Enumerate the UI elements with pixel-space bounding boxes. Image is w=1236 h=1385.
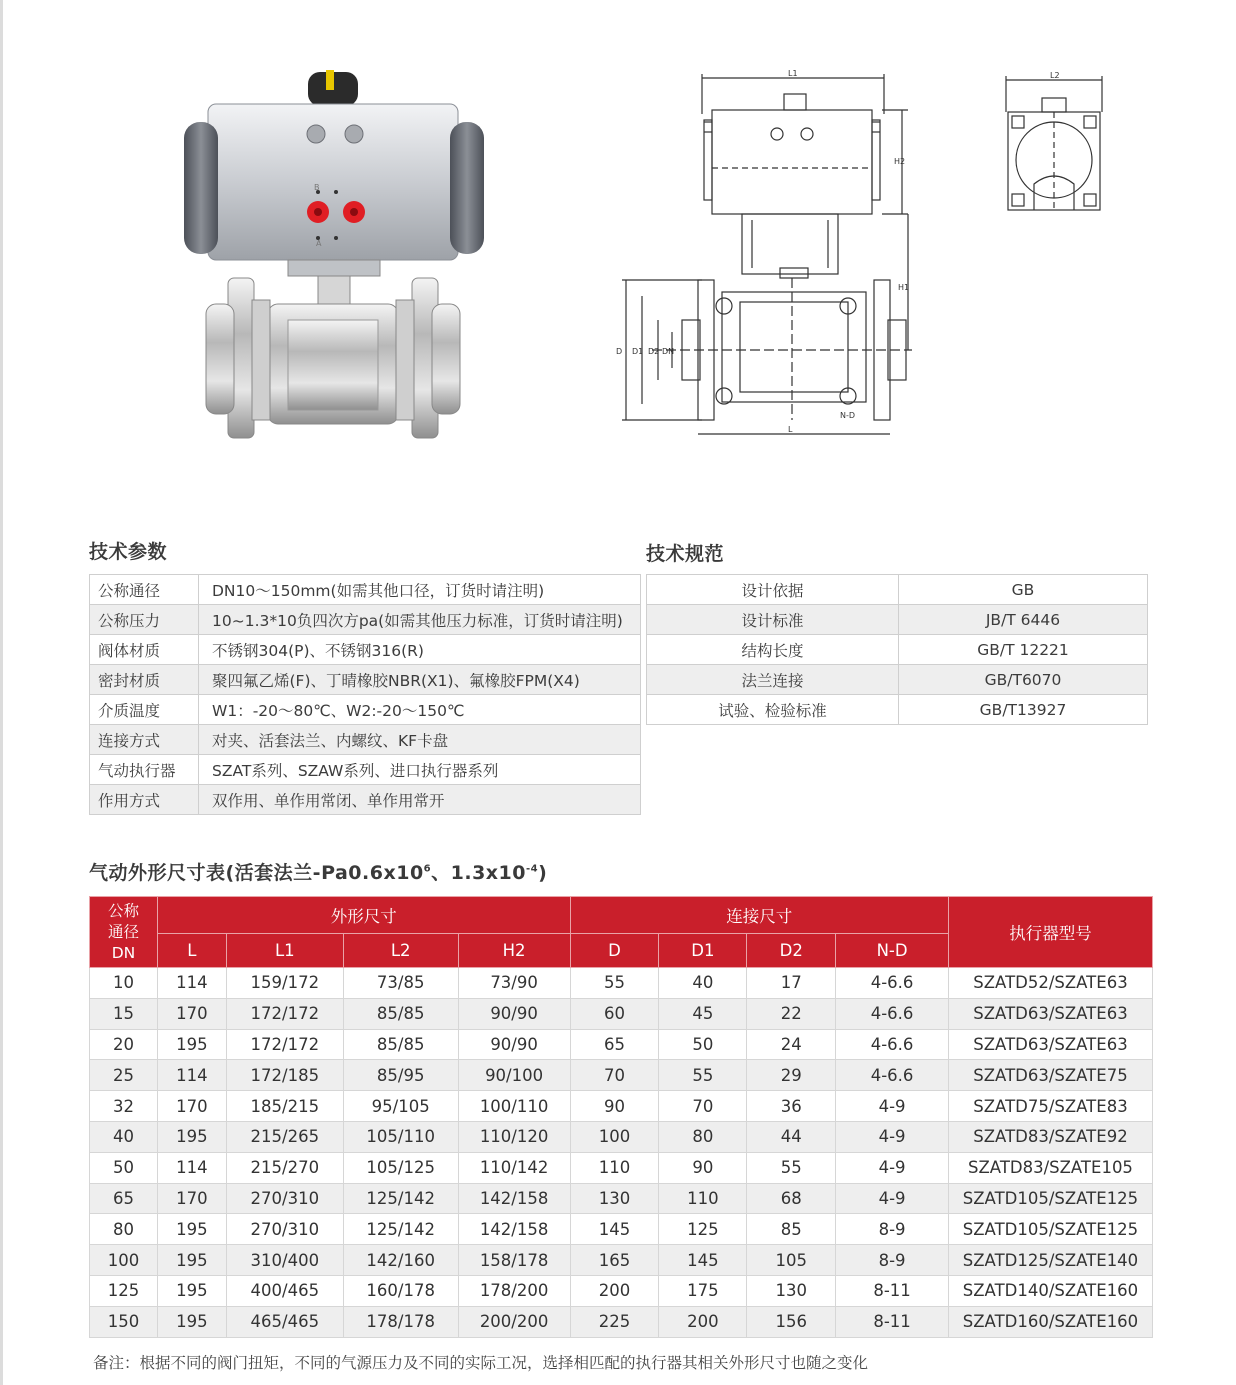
norms-title: 技术规范 bbox=[646, 543, 725, 565]
dims-title-sup2: -4 bbox=[526, 863, 539, 875]
table-row bbox=[90, 755, 641, 785]
row-label: 法兰连接 bbox=[647, 665, 899, 695]
params-body bbox=[90, 575, 641, 815]
row-label: 气动执行器 bbox=[90, 755, 199, 785]
cell-l1: 270/310 bbox=[226, 1214, 343, 1245]
cell-nd: 8-11 bbox=[836, 1275, 949, 1306]
params-title: 技术参数 bbox=[89, 541, 168, 563]
cell-actuator: SZATD63/SZATE75 bbox=[948, 1060, 1152, 1091]
table-row bbox=[90, 785, 641, 815]
cell-l: 170 bbox=[157, 1183, 226, 1214]
cell-l2: 142/160 bbox=[343, 1245, 458, 1276]
cell-l2: 85/95 bbox=[343, 1060, 458, 1091]
cell-dn: 40 bbox=[90, 1121, 158, 1152]
cell-h2: 73/90 bbox=[458, 968, 570, 999]
cell-d1: 45 bbox=[659, 998, 747, 1029]
cell-d: 130 bbox=[570, 1183, 659, 1214]
cell-h2: 142/158 bbox=[458, 1214, 570, 1245]
cell-actuator: SZATD160/SZATE160 bbox=[948, 1306, 1152, 1337]
cell-l: 195 bbox=[157, 1245, 226, 1276]
cell-l2: 160/178 bbox=[343, 1275, 458, 1306]
header-col-d: D bbox=[570, 934, 659, 968]
row-value: GB bbox=[899, 575, 1148, 605]
table-row bbox=[90, 1152, 1153, 1183]
cell-dn: 25 bbox=[90, 1060, 158, 1091]
cell-l2: 178/178 bbox=[343, 1306, 458, 1337]
header-connect-group: 连接尺寸 bbox=[570, 897, 948, 934]
cell-d: 100 bbox=[570, 1121, 659, 1152]
cell-actuator: SZATD63/SZATE63 bbox=[948, 998, 1152, 1029]
cell-l2: 85/85 bbox=[343, 998, 458, 1029]
norms-table bbox=[646, 574, 1148, 725]
cell-actuator: SZATD105/SZATE125 bbox=[948, 1214, 1152, 1245]
table-row bbox=[90, 725, 641, 755]
table-row bbox=[90, 1183, 1153, 1214]
row-label: 密封材质 bbox=[90, 665, 199, 695]
table-row bbox=[647, 665, 1148, 695]
norms-body bbox=[647, 575, 1148, 725]
row-value: DN10～150mm(如需其他口径，订货时请注明) bbox=[199, 575, 641, 605]
cell-l1: 215/265 bbox=[226, 1121, 343, 1152]
cell-d2: 24 bbox=[747, 1029, 836, 1060]
label-l2: L2 bbox=[1050, 72, 1060, 80]
cell-d: 165 bbox=[570, 1245, 659, 1276]
cell-actuator: SZATD52/SZATE63 bbox=[948, 968, 1152, 999]
dimension-table-body bbox=[90, 968, 1153, 1338]
label-nd: N-D bbox=[840, 411, 856, 420]
table-row bbox=[90, 665, 641, 695]
cell-dn: 150 bbox=[90, 1306, 158, 1337]
row-label: 设计标准 bbox=[647, 605, 899, 635]
cell-d: 200 bbox=[570, 1275, 659, 1306]
row-value: W1：-20～80℃、W2:-20～150℃ bbox=[199, 695, 641, 725]
header-col-d1: D1 bbox=[659, 934, 747, 968]
cell-l: 114 bbox=[157, 1060, 226, 1091]
table-row bbox=[90, 1091, 1153, 1122]
side-dimension-drawing bbox=[998, 72, 1110, 218]
row-label: 介质温度 bbox=[90, 695, 199, 725]
cell-l1: 310/400 bbox=[226, 1245, 343, 1276]
cell-l: 195 bbox=[157, 1306, 226, 1337]
cell-l1: 185/215 bbox=[226, 1091, 343, 1122]
header-col-d2: D2 bbox=[747, 934, 836, 968]
product-photo bbox=[178, 64, 498, 464]
table-row bbox=[647, 605, 1148, 635]
cell-dn: 125 bbox=[90, 1275, 158, 1306]
header-actuator: 执行器型号 bbox=[948, 897, 1152, 968]
cell-dn: 10 bbox=[90, 968, 158, 999]
cell-h2: 110/120 bbox=[458, 1121, 570, 1152]
cell-d2: 85 bbox=[747, 1214, 836, 1245]
cell-dn: 50 bbox=[90, 1152, 158, 1183]
header-col-l1: L1 bbox=[226, 934, 343, 968]
cell-l: 195 bbox=[157, 1029, 226, 1060]
cell-h2: 90/90 bbox=[458, 1029, 570, 1060]
row-label: 试验、检验标准 bbox=[647, 695, 899, 725]
dims-title-mid: 、1.3x10 bbox=[431, 862, 526, 884]
header-col-l: L bbox=[157, 934, 226, 968]
cell-nd: 4-9 bbox=[836, 1183, 949, 1214]
table-row bbox=[90, 1060, 1153, 1091]
cell-dn: 32 bbox=[90, 1091, 158, 1122]
dims-title-end: ) bbox=[538, 862, 548, 884]
front-dimension-drawing bbox=[612, 70, 917, 440]
table-row bbox=[647, 575, 1148, 605]
cell-l2: 105/110 bbox=[343, 1121, 458, 1152]
cell-d2: 17 bbox=[747, 968, 836, 999]
cell-l1: 159/172 bbox=[226, 968, 343, 999]
cell-h2: 90/90 bbox=[458, 998, 570, 1029]
footnote: 备注：根据不同的阀门扭矩，不同的气源压力及不同的实际工况，选择相匹配的执行器其相关外形尺寸也随之变化 bbox=[93, 1354, 869, 1372]
cell-actuator: SZATD105/SZATE125 bbox=[948, 1183, 1152, 1214]
cell-actuator: SZATD63/SZATE63 bbox=[948, 1029, 1152, 1060]
cell-nd: 4-6.6 bbox=[836, 998, 949, 1029]
cell-d2: 156 bbox=[747, 1306, 836, 1337]
header-outline-group: 外形尺寸 bbox=[157, 897, 570, 934]
table-row bbox=[90, 635, 641, 665]
cell-d1: 125 bbox=[659, 1214, 747, 1245]
row-label: 阀体材质 bbox=[90, 635, 199, 665]
label-l: L bbox=[788, 425, 793, 434]
cell-l: 195 bbox=[157, 1214, 226, 1245]
row-value: GB/T 12221 bbox=[899, 635, 1148, 665]
cell-actuator: SZATD83/SZATE105 bbox=[948, 1152, 1152, 1183]
cell-nd: 4-6.6 bbox=[836, 1060, 949, 1091]
cell-d1: 50 bbox=[659, 1029, 747, 1060]
table-row bbox=[90, 1029, 1153, 1060]
cell-d2: 105 bbox=[747, 1245, 836, 1276]
row-label: 公称通径 bbox=[90, 575, 199, 605]
row-label: 结构长度 bbox=[647, 635, 899, 665]
row-label: 设计依据 bbox=[647, 575, 899, 605]
cell-nd: 8-11 bbox=[836, 1306, 949, 1337]
cell-d2: 55 bbox=[747, 1152, 836, 1183]
cell-d1: 55 bbox=[659, 1060, 747, 1091]
cell-dn: 80 bbox=[90, 1214, 158, 1245]
cell-l: 114 bbox=[157, 1152, 226, 1183]
dims-title-sup1: 6 bbox=[423, 863, 432, 875]
cell-h2: 142/158 bbox=[458, 1183, 570, 1214]
table-row bbox=[90, 1214, 1153, 1245]
cell-l: 114 bbox=[157, 968, 226, 999]
label-d1: D1 bbox=[632, 347, 644, 356]
cell-l2: 73/85 bbox=[343, 968, 458, 999]
cell-l: 170 bbox=[157, 1091, 226, 1122]
row-value: 聚四氟乙烯(F)、丁晴橡胶NBR(X1)、氟橡胶FPM(X4) bbox=[199, 665, 641, 695]
cell-actuator: SZATD83/SZATE92 bbox=[948, 1121, 1152, 1152]
cell-d: 70 bbox=[570, 1060, 659, 1091]
cell-l: 195 bbox=[157, 1275, 226, 1306]
row-label: 公称压力 bbox=[90, 605, 199, 635]
row-value: 双作用、单作用常闭、单作用常开 bbox=[199, 785, 641, 815]
row-value: SZAT系列、SZAW系列、进口执行器系列 bbox=[199, 755, 641, 785]
cell-d1: 200 bbox=[659, 1306, 747, 1337]
cell-l2: 125/142 bbox=[343, 1214, 458, 1245]
table-row bbox=[90, 998, 1153, 1029]
cell-l2: 95/105 bbox=[343, 1091, 458, 1122]
row-label: 连接方式 bbox=[90, 725, 199, 755]
cell-d1: 145 bbox=[659, 1245, 747, 1276]
cell-actuator: SZATD125/SZATE140 bbox=[948, 1245, 1152, 1276]
cell-d1: 80 bbox=[659, 1121, 747, 1152]
table-row bbox=[90, 968, 1153, 999]
cell-d1: 90 bbox=[659, 1152, 747, 1183]
table-row bbox=[90, 1306, 1153, 1337]
cell-l1: 465/465 bbox=[226, 1306, 343, 1337]
cell-l1: 172/172 bbox=[226, 1029, 343, 1060]
label-d: D bbox=[616, 347, 623, 356]
page-left-border bbox=[0, 0, 3, 1385]
cell-d: 65 bbox=[570, 1029, 659, 1060]
cell-d1: 110 bbox=[659, 1183, 747, 1214]
cell-d: 90 bbox=[570, 1091, 659, 1122]
cell-nd: 8-9 bbox=[836, 1214, 949, 1245]
cell-dn: 15 bbox=[90, 998, 158, 1029]
label-h1: H1 bbox=[898, 283, 910, 292]
cell-d: 145 bbox=[570, 1214, 659, 1245]
label-d2: D2 bbox=[648, 347, 660, 356]
cell-nd: 8-9 bbox=[836, 1245, 949, 1276]
cell-l1: 215/270 bbox=[226, 1152, 343, 1183]
cell-d2: 44 bbox=[747, 1121, 836, 1152]
cell-l1: 172/185 bbox=[226, 1060, 343, 1091]
header-col-l2: L2 bbox=[343, 934, 458, 968]
row-value: GB/T13927 bbox=[899, 695, 1148, 725]
cell-h2: 100/110 bbox=[458, 1091, 570, 1122]
table-row bbox=[647, 695, 1148, 725]
cell-l: 170 bbox=[157, 998, 226, 1029]
cell-d2: 68 bbox=[747, 1183, 836, 1214]
cell-nd: 4-9 bbox=[836, 1121, 949, 1152]
table-row bbox=[90, 1121, 1153, 1152]
row-value: 10~1.3*10负四次方pa(如需其他压力标准，订货时请注明) bbox=[199, 605, 641, 635]
port-b-label: B bbox=[314, 183, 320, 192]
cell-nd: 4-9 bbox=[836, 1152, 949, 1183]
cell-d1: 175 bbox=[659, 1275, 747, 1306]
dims-title bbox=[89, 858, 547, 885]
cell-l: 195 bbox=[157, 1121, 226, 1152]
table-row bbox=[647, 635, 1148, 665]
row-label: 作用方式 bbox=[90, 785, 199, 815]
cell-d: 225 bbox=[570, 1306, 659, 1337]
table-row bbox=[90, 605, 641, 635]
cell-actuator: SZATD140/SZATE160 bbox=[948, 1275, 1152, 1306]
cell-h2: 158/178 bbox=[458, 1245, 570, 1276]
cell-d: 110 bbox=[570, 1152, 659, 1183]
cell-d2: 130 bbox=[747, 1275, 836, 1306]
row-value: JB/T 6446 bbox=[899, 605, 1148, 635]
cell-dn: 20 bbox=[90, 1029, 158, 1060]
cell-nd: 4-9 bbox=[836, 1091, 949, 1122]
header-dn-line1: 公称 bbox=[107, 901, 139, 920]
cell-nd: 4-6.6 bbox=[836, 1029, 949, 1060]
cell-d: 55 bbox=[570, 968, 659, 999]
cell-d2: 29 bbox=[747, 1060, 836, 1091]
label-l1: L1 bbox=[788, 70, 798, 78]
row-value: GB/T6070 bbox=[899, 665, 1148, 695]
dims-title-main: 气动外形尺寸表(活套法兰-Pa0.6x10 bbox=[89, 862, 424, 884]
cell-nd: 4-6.6 bbox=[836, 968, 949, 999]
cell-d2: 22 bbox=[747, 998, 836, 1029]
cell-l2: 125/142 bbox=[343, 1183, 458, 1214]
cell-d1: 70 bbox=[659, 1091, 747, 1122]
cell-dn: 65 bbox=[90, 1183, 158, 1214]
cell-l1: 400/465 bbox=[226, 1275, 343, 1306]
cell-h2: 178/200 bbox=[458, 1275, 570, 1306]
cell-l2: 85/85 bbox=[343, 1029, 458, 1060]
header-dn-line2: 通径 bbox=[107, 922, 139, 941]
row-value: 对夹、活套法兰、内螺纹、KF卡盘 bbox=[199, 725, 641, 755]
port-a-label: A bbox=[316, 239, 322, 248]
cell-d2: 36 bbox=[747, 1091, 836, 1122]
cell-h2: 110/142 bbox=[458, 1152, 570, 1183]
table-row bbox=[90, 575, 641, 605]
cell-l1: 172/172 bbox=[226, 998, 343, 1029]
table-row bbox=[90, 1245, 1153, 1276]
header-col-h2: H2 bbox=[458, 934, 570, 968]
table-row bbox=[90, 1275, 1153, 1306]
header-dn-line3: DN bbox=[111, 943, 136, 962]
cell-l1: 270/310 bbox=[226, 1183, 343, 1214]
table-row bbox=[90, 695, 641, 725]
cell-actuator: SZATD75/SZATE83 bbox=[948, 1091, 1152, 1122]
label-dn: DN bbox=[662, 347, 675, 356]
dimension-table bbox=[89, 896, 1153, 1338]
cell-d: 60 bbox=[570, 998, 659, 1029]
cell-dn: 100 bbox=[90, 1245, 158, 1276]
cell-h2: 200/200 bbox=[458, 1306, 570, 1337]
header-dn bbox=[90, 897, 158, 968]
row-value: 不锈钢304(P)、不锈钢316(R) bbox=[199, 635, 641, 665]
cell-h2: 90/100 bbox=[458, 1060, 570, 1091]
label-h2: H2 bbox=[894, 157, 906, 166]
cell-l2: 105/125 bbox=[343, 1152, 458, 1183]
cell-d1: 40 bbox=[659, 968, 747, 999]
params-table bbox=[89, 574, 641, 815]
header-col-nd: N-D bbox=[836, 934, 949, 968]
